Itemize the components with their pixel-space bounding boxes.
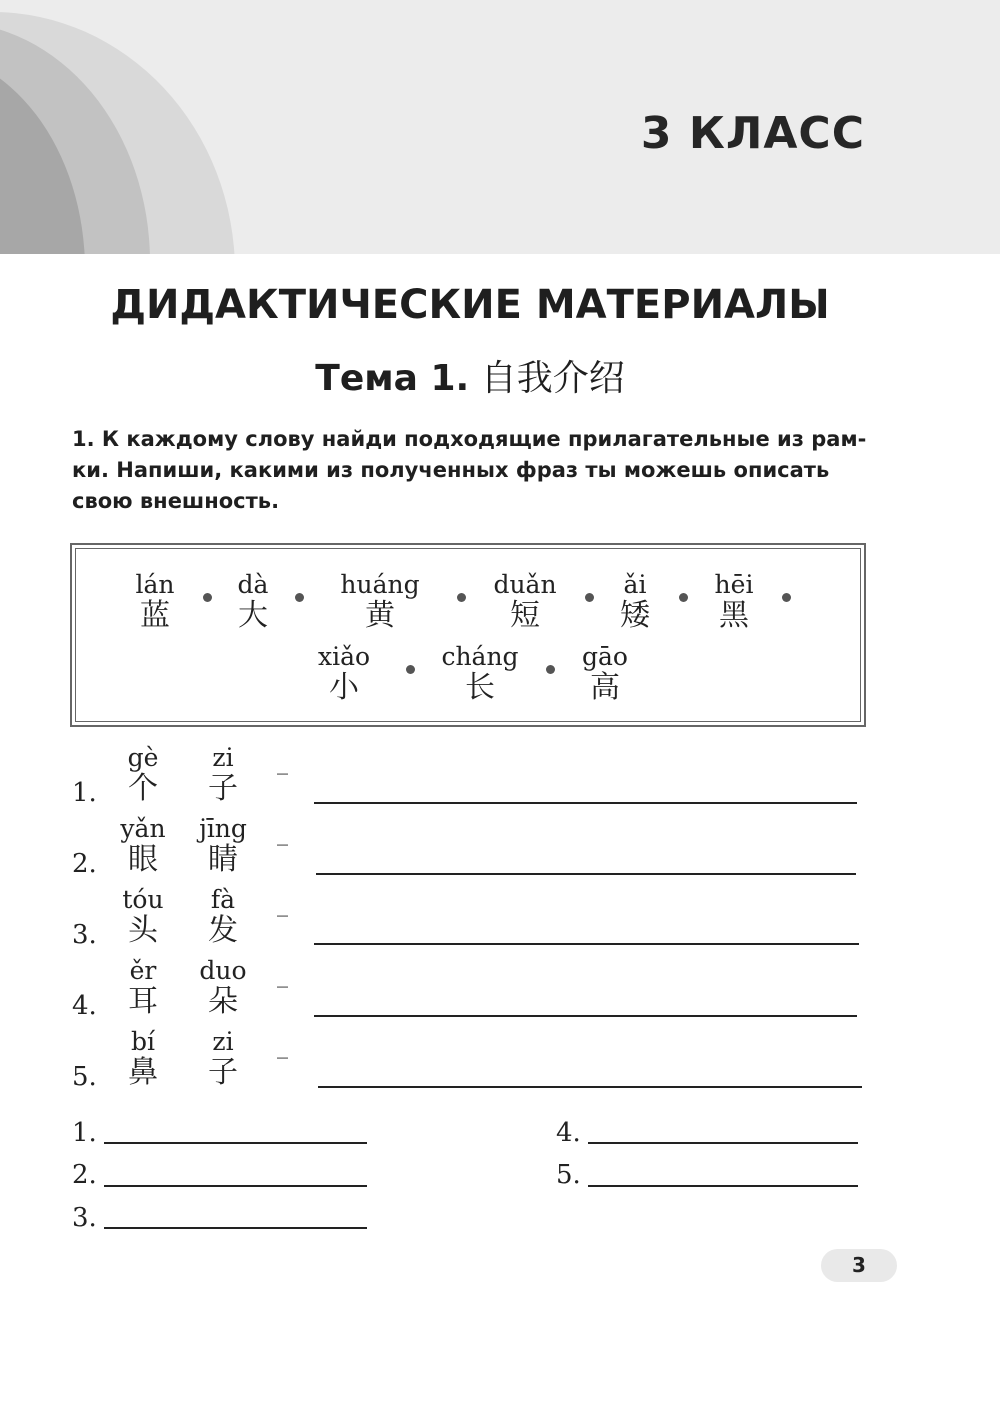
row-number: 5. — [72, 1062, 97, 1092]
pinyin: gè — [127, 743, 159, 772]
hanzi: 黑 — [719, 598, 749, 633]
hanzi: 耳 — [128, 984, 158, 1019]
word-item — [689, 571, 779, 633]
pinyin: jīng — [199, 814, 247, 843]
grade-label: 3 КЛАСС — [640, 108, 865, 159]
hanzi: 高 — [590, 670, 620, 705]
noun-syllable — [178, 886, 268, 948]
hanzi: 鼻 — [128, 1055, 158, 1090]
noun-syllable — [98, 886, 188, 948]
hanzi: 蓝 — [140, 598, 170, 633]
pinyin: huáng — [340, 570, 420, 599]
pinyin: dà — [237, 570, 269, 599]
pinyin: fà — [210, 885, 236, 914]
hanzi: 发 — [208, 913, 238, 948]
answer-line[interactable] — [316, 873, 856, 875]
pinyin: gāo — [582, 642, 628, 671]
answer-number: 2. — [72, 1160, 97, 1190]
pinyin: xiǎo — [317, 642, 371, 671]
pinyin: hēi — [714, 570, 754, 599]
hanzi: 矮 — [620, 598, 650, 633]
noun-syllable — [98, 957, 188, 1019]
answer-line[interactable] — [104, 1142, 367, 1144]
pinyin: duo — [199, 956, 247, 985]
separator-dot — [679, 593, 688, 602]
pinyin: zi — [212, 743, 234, 772]
dash-mark: _ — [277, 963, 288, 988]
hanzi: 子 — [208, 771, 238, 806]
pinyin: ěr — [129, 956, 157, 985]
hanzi: 朵 — [208, 984, 238, 1019]
separator-dot — [457, 593, 466, 602]
hanzi: 大 — [238, 598, 268, 633]
hanzi: 子 — [208, 1055, 238, 1090]
word-item — [208, 571, 298, 633]
answer-line[interactable] — [314, 802, 857, 804]
separator-dot — [295, 593, 304, 602]
pinyin: tóu — [122, 885, 164, 914]
hanzi: 个 — [128, 771, 158, 806]
noun-syllable — [98, 815, 188, 877]
row-number: 1. — [72, 778, 97, 808]
word-item — [560, 643, 650, 705]
word-item — [480, 571, 570, 633]
noun-syllable — [98, 1028, 188, 1090]
pinyin: lán — [135, 570, 175, 599]
pinyin: zi — [212, 1027, 234, 1056]
hanzi: 小 — [329, 670, 359, 705]
noun-syllable — [98, 744, 188, 806]
answer-line[interactable] — [588, 1142, 858, 1144]
answer-line[interactable] — [314, 943, 859, 945]
row-number: 2. — [72, 849, 97, 879]
hanzi: 长 — [465, 670, 495, 705]
pinyin: ǎi — [623, 570, 647, 599]
row-number: 4. — [72, 991, 97, 1021]
task-line: свою внешность. — [72, 489, 280, 513]
hanzi: 睛 — [208, 842, 238, 877]
answer-number: 4. — [556, 1118, 581, 1148]
topic-label: Тема 1. — [315, 358, 470, 399]
pinyin: bí — [131, 1027, 155, 1056]
pinyin: duǎn — [493, 570, 557, 599]
hanzi: 眼 — [128, 842, 158, 877]
noun-syllable — [178, 1028, 268, 1090]
answer-line[interactable] — [588, 1185, 858, 1187]
pinyin: yǎn — [120, 814, 166, 843]
dash-mark: _ — [277, 1034, 288, 1059]
dash-mark: _ — [277, 821, 288, 846]
word-item — [299, 643, 389, 705]
word-item — [590, 571, 680, 633]
header-band — [0, 0, 1000, 254]
word-item — [110, 571, 200, 633]
task-instruction — [72, 424, 872, 517]
hanzi: 头 — [128, 913, 158, 948]
separator-dot — [782, 593, 791, 602]
separator-dot — [546, 665, 555, 674]
hanzi: 短 — [510, 598, 540, 633]
noun-syllable — [178, 744, 268, 806]
noun-syllable — [178, 815, 268, 877]
word-item — [435, 643, 525, 705]
answer-line[interactable] — [104, 1185, 367, 1187]
answer-line[interactable] — [318, 1086, 862, 1088]
page-number: 3 — [821, 1249, 897, 1282]
topic-chinese: 自我介绍 — [480, 358, 625, 399]
separator-dot — [406, 665, 415, 674]
answer-number: 5. — [556, 1160, 581, 1190]
task-line: 1. К каждому слову найди подходящие прилагательные из рам- — [72, 427, 867, 451]
adjective-word-box — [70, 543, 866, 727]
task-line: ки. Напиши, какими из полученных фраз ты можешь описать — [72, 458, 830, 482]
noun-syllable — [178, 957, 268, 1019]
pinyin: cháng — [441, 642, 519, 671]
answer-number: 3. — [72, 1203, 97, 1233]
hanzi: 黄 — [365, 598, 395, 633]
dash-mark: _ — [277, 892, 288, 917]
answer-number: 1. — [72, 1118, 97, 1148]
row-number: 3. — [72, 920, 97, 950]
word-item — [335, 571, 425, 633]
answer-line[interactable] — [104, 1227, 367, 1229]
topic-heading — [0, 350, 940, 401]
answer-line[interactable] — [314, 1015, 857, 1017]
dash-mark: _ — [277, 750, 288, 775]
page-title: ДИДАКТИЧЕСКИЕ МАТЕРИАЛЫ — [110, 282, 830, 328]
